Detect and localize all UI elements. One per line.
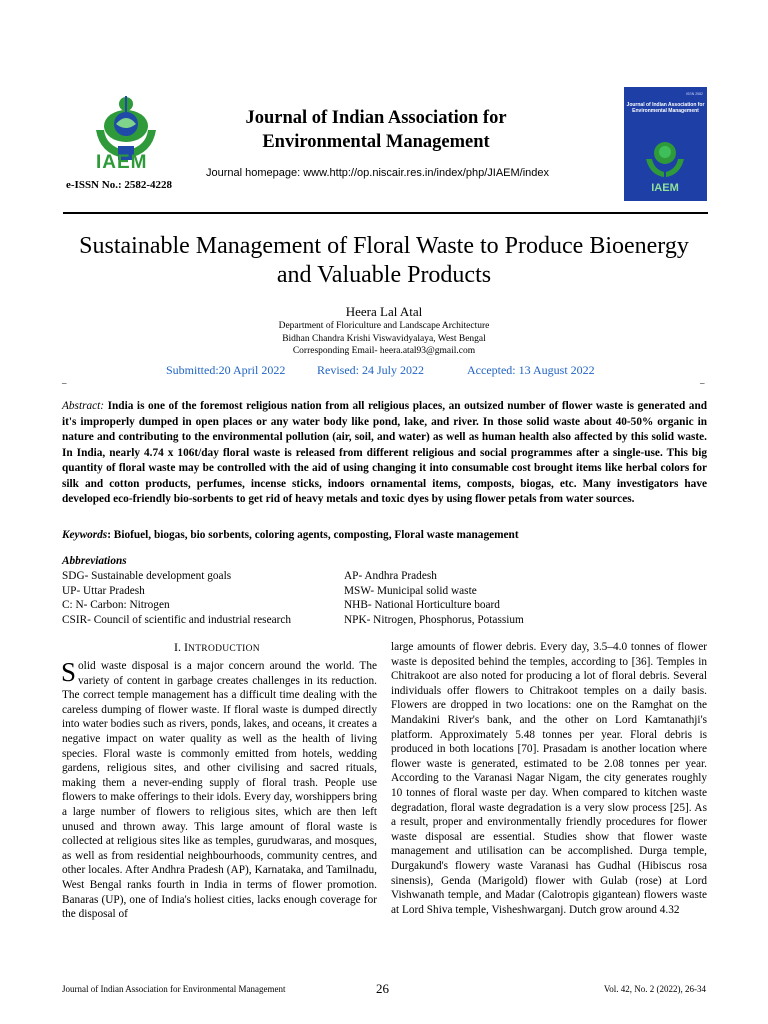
abbreviation-item: MSW- Municipal solid waste [344,584,477,597]
footer-journal-name: Journal of Indian Association for Environmental Management [62,984,286,994]
page-number: 26 [376,981,389,996]
margin-mark-left: – [62,378,67,388]
abbreviation-item: CSIR- Council of scientific and industrial research [62,614,292,627]
keywords-text: : Biofuel, biogas, bio sorbents, coloring agents, composting, Floral waste management [107,529,519,541]
body-column-right [391,640,707,917]
cover-title: Journal of Indian Association for Environmental Management [626,102,705,114]
journal-homepage[interactable]: Journal homepage: www.http://op.niscair.res.in/index/php/JIAEM/index [206,167,550,179]
abstract-text: India is one of the foremost religious nation from all religious places, an outsized number of flower waste is generated and it's improperly dumped in open places or any water body like pond, lake, and river. In those solid waste about 40-50% organic in nature and contributing to the environmental pollution (air, soil, and water) as well as human health also affected by this solid waste. In India, nearly 4.74 x 106t/day floral waste is released from different religious and social programmes after a single-use. This big quantity of floral waste may be controlled with the aid of using changing it into consumable cost brought items like herbal colors for silk and cotton products, perfumes, incense sticks, indoors ornamental items, composts, biogas, etc. Many investigators have developed eco-friendly bio-sorbents to get rid of heavy metals and toxic dyes by using flower petals from water sources. [62,400,708,505]
keywords-label: Keywords [62,529,108,541]
header-divider [63,212,708,214]
drop-cap: S [61,657,77,687]
paper-title: Sustainable Management of Floral Waste to Produce Bioenergy and Valuable Products [79,233,689,288]
abbreviation-item: C: N- Carbon: Nitrogen [62,599,170,612]
affiliation-university: Bidhan Chandra Krishi Viswavidyalaya, West Bengal [282,333,486,344]
abbreviation-item: AP- Andhra Pradesh [344,570,437,582]
abbreviation-item: NPK- Nitrogen, Phosphorus, Potassium [344,614,524,627]
intro-paragraph-right: large amounts of flower debris. Every day, 3.5–4.0 tonnes of flower waste is deposited behind the temples, according to [36]. Temples in Chitrakoot are also noted for producing a lot of floral debris. Several individuals offer flowers to Chitrakoot temples on a daily basis. Flowers are dropped in two locations: one on the Ramghat on the Mandakini River's bank, and the other on Lord Kamtanathji's platform. Approximately 5.48 tonnes per year. Floral debris is produced in both locations [70]. Prasadam is another location where flower waste is generated, estimated to be 2.08 tonnes per year. According to the Varanasi Nagar Nigam, the city generates roughly 10 tonnes of floral waste per day. When compared to kitchen waste degradation, floral waste degradation is a very slow process [25]. As a result, proper and environmentally friendly procedures for flower waste disposal are essential. Studies show that flower waste management and utilisation can be accomplished. Durga temple, Durgakund's flowery waste Varanasi has Gudhal (Hibiscus rosa sinensis), Genda (Marigold) flower with Gulab (rose) at Lord Vishwanath temple, and Madar (Calotropis gigantean) flowers waste at Lord Shiva temple, Visheshwarganj. Dutch grow around 4.32 [391,641,707,916]
footer-volume: Vol. 42, No. 2 (2022), 26-34 [603,984,706,994]
accepted-date: Accepted: 13 August 2022 [467,363,595,377]
abstract-label: Abstract: [62,400,105,412]
section-initial: I [184,640,189,654]
section-number: I. [174,640,182,654]
journal-cover-image [624,87,707,201]
abbreviations-right-column [344,569,524,628]
author-affiliation [64,320,704,358]
section-heading-introduction [62,640,372,655]
section-title-rest: NTRODUCTION [188,644,260,654]
margin-mark-right: – [700,378,705,388]
abbreviation-item: UP- Uttar Pradesh [62,584,145,597]
body-column-left [62,659,377,922]
abbreviation-item: NHB- National Horticulture board [344,599,500,612]
author-name: Heera Lal Atal [345,304,423,319]
revised-date: Revised: 24 July 2022 [317,363,424,377]
intro-paragraph-left: olid waste disposal is a major concern around the world. The variety of content in garbage creates challenges in its reduction. The correct temple management has a difficult time dealing with the careless dumping of flower waste. If floral waste is dumped directly into water bodies such as rivers, ponds, lakes, and oceans, it creates a negative impact on water quality as well as the health of living species. Floral waste is commonly emitted from hotels, wedding gardens, religious sites, and other civilising and sacred rituals, making them a never-ending supply of floral trash. People use flowers to make offerings to their idols. Every day, worshippers bring a large number of flowers to religious sites, which are then left unused and thrown away. This large amount of floral waste is collected at religious sites like as temples, gurudwaras, and mosques, as well as from residential neighbourhoods, community centres, and other locales. After Andhra Pradesh (AP), Karnataka, and Tamilnadu, West Bengal ranks fourth in India in terms of flower promotion. Banaras (UP), one of India's holiest cities, lacks enough coverage for the disposal of [62,660,377,921]
abbreviation-item: SDG- Sustainable development goals [62,570,232,582]
cover-issn: ISSN 2582 [686,92,703,96]
affiliation-department: Department of Floriculture and Landscape Architecture [278,321,490,331]
abbreviations-title: Abbreviations [62,555,127,567]
cover-logo-text: IAEM [651,182,679,194]
issn-number: e-ISSN No.: 2582-4228 [66,179,173,191]
iaem-logo [66,90,186,192]
abstract [62,399,707,508]
corresponding-email[interactable]: Corresponding Email- heera.atal93@gmail.com [292,346,476,356]
logo-lettering: IAEM [96,152,148,173]
journal-title: Journal of Indian Association for Environmental Management [245,108,507,152]
abbreviations-left-column [62,569,291,628]
keywords [62,529,707,541]
submitted-date: Submitted:20 April 2022 [166,363,286,377]
